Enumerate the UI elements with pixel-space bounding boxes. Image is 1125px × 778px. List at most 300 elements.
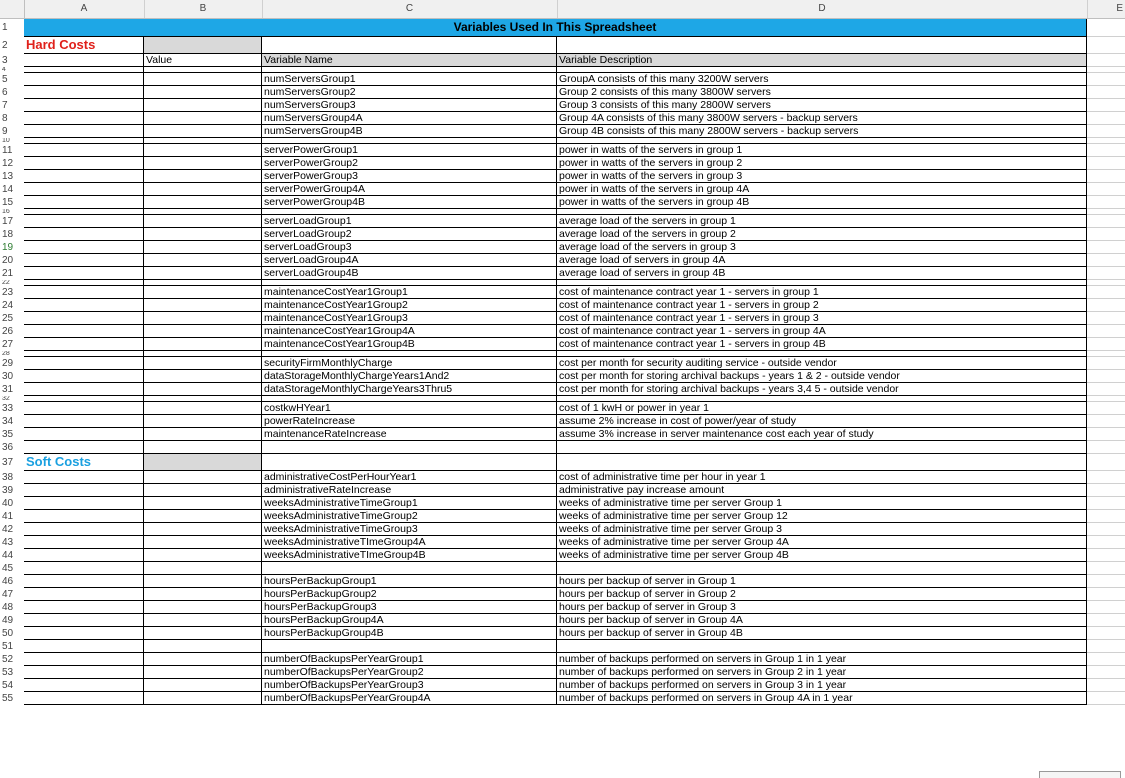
cell-variable-name[interactable]: serverPowerGroup4B: [262, 196, 557, 209]
cell-a[interactable]: [24, 112, 144, 125]
cell-variable-name[interactable]: administrativeCostPerHourYear1: [262, 471, 557, 484]
cell-e[interactable]: [1087, 510, 1125, 523]
header-variable-name[interactable]: Variable Name: [262, 54, 557, 67]
cell-a[interactable]: [24, 267, 144, 280]
row-number[interactable]: 20: [0, 254, 24, 267]
cell-a[interactable]: [24, 484, 144, 497]
cell-a[interactable]: [24, 157, 144, 170]
row-number[interactable]: 2: [0, 37, 24, 54]
cell-b[interactable]: [144, 640, 262, 653]
cell-b[interactable]: [144, 254, 262, 267]
cell-variable-name[interactable]: maintenanceCostYear1Group1: [262, 286, 557, 299]
cell-a[interactable]: [24, 183, 144, 196]
cell-b[interactable]: [144, 536, 262, 549]
cell-a[interactable]: [24, 73, 144, 86]
cell-variable-name[interactable]: maintenanceRateIncrease: [262, 428, 557, 441]
cell-variable-name[interactable]: serverPowerGroup1: [262, 144, 557, 157]
cell-a[interactable]: [24, 125, 144, 138]
cell-e[interactable]: [1087, 157, 1125, 170]
cell-a[interactable]: [24, 666, 144, 679]
row-number[interactable]: 6: [0, 86, 24, 99]
cell-e[interactable]: [1087, 299, 1125, 312]
cell-a[interactable]: [24, 497, 144, 510]
row-number[interactable]: 36: [0, 441, 24, 454]
cell-variable-name[interactable]: weeksAdministrativeTimeGroup2: [262, 510, 557, 523]
cell-variable-description[interactable]: average load of the servers in group 3: [557, 241, 1087, 254]
row-number[interactable]: 29: [0, 357, 24, 370]
row-number[interactable]: 35: [0, 428, 24, 441]
row-number[interactable]: 23: [0, 286, 24, 299]
cell-a[interactable]: [24, 536, 144, 549]
section-soft-costs[interactable]: Soft Costs: [24, 454, 144, 471]
cell-b[interactable]: [144, 125, 262, 138]
cell-a[interactable]: [24, 99, 144, 112]
cell-b[interactable]: [144, 383, 262, 396]
cell-a[interactable]: [24, 523, 144, 536]
cell-e[interactable]: [1087, 196, 1125, 209]
cell-variable-name[interactable]: numServersGroup4B: [262, 125, 557, 138]
cell-a[interactable]: [24, 338, 144, 351]
row-number[interactable]: 43: [0, 536, 24, 549]
cell-e[interactable]: [1087, 614, 1125, 627]
cell-a[interactable]: [24, 640, 144, 653]
cell-variable-name[interactable]: numServersGroup4A: [262, 112, 557, 125]
row-number[interactable]: 15: [0, 196, 24, 209]
cell-b[interactable]: [144, 549, 262, 562]
cell-a[interactable]: [24, 441, 144, 454]
cell-a[interactable]: [24, 241, 144, 254]
cell-a[interactable]: [24, 428, 144, 441]
cell-b[interactable]: [144, 666, 262, 679]
cell-e[interactable]: [1087, 86, 1125, 99]
cell-variable-name[interactable]: hoursPerBackupGroup4A: [262, 614, 557, 627]
cell-b[interactable]: [144, 170, 262, 183]
cell-b[interactable]: [144, 228, 262, 241]
cell-a[interactable]: [24, 601, 144, 614]
cell-variable-description[interactable]: power in watts of the servers in group 4B: [557, 196, 1087, 209]
select-all-corner[interactable]: [0, 0, 25, 18]
cell-variable-description[interactable]: cost of administrative time per hour in year 1: [557, 471, 1087, 484]
cell-variable-description[interactable]: Group 4A consists of this many 3800W servers - backup servers: [557, 112, 1087, 125]
cell-b[interactable]: [144, 588, 262, 601]
cell-e[interactable]: [1087, 144, 1125, 157]
cell-variable-name[interactable]: numberOfBackupsPerYearGroup2: [262, 666, 557, 679]
cell-variable-description[interactable]: number of backups performed on servers in Group 2 in 1 year: [557, 666, 1087, 679]
cell-variable-description[interactable]: cost of maintenance contract year 1 - servers in group 1: [557, 286, 1087, 299]
cell-e[interactable]: [1087, 170, 1125, 183]
cell-variable-description[interactable]: average load of servers in group 4B: [557, 267, 1087, 280]
cell-a[interactable]: [24, 692, 144, 705]
cell-a[interactable]: [24, 614, 144, 627]
cell-e[interactable]: [1087, 254, 1125, 267]
cell-variable-description[interactable]: power in watts of the servers in group 1: [557, 144, 1087, 157]
cell-a[interactable]: [24, 627, 144, 640]
cell-b[interactable]: [144, 144, 262, 157]
row-number[interactable]: 18: [0, 228, 24, 241]
cell-variable-name[interactable]: [262, 562, 557, 575]
cell-e[interactable]: [1087, 383, 1125, 396]
cell-b[interactable]: [144, 653, 262, 666]
cell-variable-name[interactable]: hoursPerBackupGroup4B: [262, 627, 557, 640]
cell-variable-description[interactable]: [557, 441, 1087, 454]
cell-b[interactable]: [144, 241, 262, 254]
cell-a[interactable]: [24, 196, 144, 209]
row-number[interactable]: 51: [0, 640, 24, 653]
cell-a[interactable]: [24, 312, 144, 325]
cell-variable-name[interactable]: dataStorageMonthlyChargeYears1And2: [262, 370, 557, 383]
cell-e[interactable]: [1087, 73, 1125, 86]
cell-variable-description[interactable]: hours per backup of server in Group 4A: [557, 614, 1087, 627]
cell-variable-name[interactable]: [262, 640, 557, 653]
column-header-d[interactable]: D: [557, 0, 1088, 18]
cell-b[interactable]: [144, 428, 262, 441]
cell-variable-description[interactable]: weeks of administrative time per server Group 1: [557, 497, 1087, 510]
cell-b[interactable]: [144, 627, 262, 640]
cell-variable-description[interactable]: assume 2% increase in cost of power/year of study: [557, 415, 1087, 428]
cell-e[interactable]: [1087, 183, 1125, 196]
cell-e[interactable]: [1087, 19, 1125, 37]
cell-e[interactable]: [1087, 112, 1125, 125]
cell-variable-name[interactable]: serverLoadGroup1: [262, 215, 557, 228]
row-number[interactable]: 42: [0, 523, 24, 536]
cell-variable-name[interactable]: numberOfBackupsPerYearGroup4A: [262, 692, 557, 705]
cell-variable-description[interactable]: cost of maintenance contract year 1 - servers in group 4A: [557, 325, 1087, 338]
cell-variable-description[interactable]: weeks of administrative time per server Group 3: [557, 523, 1087, 536]
row-number[interactable]: 53: [0, 666, 24, 679]
cell-variable-name[interactable]: weeksAdministrativeTImeGroup4B: [262, 549, 557, 562]
horizontal-scrollbar-thumb[interactable]: [1039, 771, 1121, 778]
cell-variable-name[interactable]: hoursPerBackupGroup1: [262, 575, 557, 588]
cell-variable-description[interactable]: cost of maintenance contract year 1 - servers in group 3: [557, 312, 1087, 325]
cell-b[interactable]: [144, 454, 262, 471]
cell-b[interactable]: [144, 286, 262, 299]
cell-variable-name[interactable]: numberOfBackupsPerYearGroup3: [262, 679, 557, 692]
row-number[interactable]: 16: [0, 209, 24, 215]
cell-a[interactable]: [24, 370, 144, 383]
cell-b[interactable]: [144, 183, 262, 196]
cell-b[interactable]: [144, 562, 262, 575]
cell-variable-name[interactable]: numServersGroup1: [262, 73, 557, 86]
cell-variable-description[interactable]: hours per backup of server in Group 2: [557, 588, 1087, 601]
cell-a[interactable]: [24, 144, 144, 157]
cell-e[interactable]: [1087, 471, 1125, 484]
cell-b[interactable]: [144, 338, 262, 351]
cell-b[interactable]: [144, 112, 262, 125]
row-number[interactable]: 5: [0, 73, 24, 86]
cell-variable-description[interactable]: cost of maintenance contract year 1 - servers in group 4B: [557, 338, 1087, 351]
cell-variable-description[interactable]: number of backups performed on servers in Group 4A in 1 year: [557, 692, 1087, 705]
row-number[interactable]: 44: [0, 549, 24, 562]
cell-variable-name[interactable]: administrativeRateIncrease: [262, 484, 557, 497]
header-value[interactable]: Value: [144, 54, 262, 67]
cell-variable-name[interactable]: maintenanceCostYear1Group3: [262, 312, 557, 325]
cell-b[interactable]: [144, 370, 262, 383]
cell-variable-name[interactable]: dataStorageMonthlyChargeYears3Thru5: [262, 383, 557, 396]
cell-b[interactable]: [144, 312, 262, 325]
cell-e[interactable]: [1087, 99, 1125, 112]
cell-b[interactable]: [144, 402, 262, 415]
cell-e[interactable]: [1087, 484, 1125, 497]
cell-a[interactable]: [24, 325, 144, 338]
row-number[interactable]: 32: [0, 396, 24, 402]
cell-a[interactable]: [24, 575, 144, 588]
cell-a[interactable]: [24, 383, 144, 396]
cell-e[interactable]: [1087, 228, 1125, 241]
cell-variable-name[interactable]: weeksAdministrativeTimeGroup1: [262, 497, 557, 510]
cell-e[interactable]: [1087, 415, 1125, 428]
cell-a[interactable]: [24, 286, 144, 299]
cell-variable-description[interactable]: cost per month for security auditing service - outside vendor: [557, 357, 1087, 370]
cell-variable-description[interactable]: hours per backup of server in Group 1: [557, 575, 1087, 588]
cell-variable-description[interactable]: cost of 1 kwH or power in year 1: [557, 402, 1087, 415]
cell-e[interactable]: [1087, 267, 1125, 280]
cell-a[interactable]: [24, 562, 144, 575]
row-number[interactable]: 30: [0, 370, 24, 383]
row-number[interactable]: 28: [0, 351, 24, 357]
cell-e[interactable]: [1087, 523, 1125, 536]
cell-b[interactable]: [144, 601, 262, 614]
cell-e[interactable]: [1087, 653, 1125, 666]
cell-e[interactable]: [1087, 441, 1125, 454]
row-number[interactable]: 17: [0, 215, 24, 228]
cell-b[interactable]: [144, 415, 262, 428]
cell-variable-name[interactable]: securityFirmMonthlyCharge: [262, 357, 557, 370]
cell-variable-name[interactable]: numberOfBackupsPerYearGroup1: [262, 653, 557, 666]
cell-e[interactable]: [1087, 125, 1125, 138]
row-number[interactable]: 47: [0, 588, 24, 601]
cell-a[interactable]: [24, 54, 144, 67]
row-number[interactable]: 1: [0, 19, 24, 37]
row-number[interactable]: 45: [0, 562, 24, 575]
cell-variable-name[interactable]: [262, 441, 557, 454]
cell-a[interactable]: [24, 549, 144, 562]
cell-b[interactable]: [144, 497, 262, 510]
section-hard-costs[interactable]: Hard Costs: [24, 37, 144, 54]
cell-e[interactable]: [1087, 497, 1125, 510]
cell-a[interactable]: [24, 215, 144, 228]
column-header-a[interactable]: A: [24, 0, 145, 18]
row-number[interactable]: 10: [0, 138, 24, 144]
row-number[interactable]: 54: [0, 679, 24, 692]
row-number[interactable]: 52: [0, 653, 24, 666]
cell-variable-description[interactable]: [557, 640, 1087, 653]
cell-e[interactable]: [1087, 562, 1125, 575]
cell-variable-description[interactable]: cost of maintenance contract year 1 - servers in group 2: [557, 299, 1087, 312]
cell-b[interactable]: [144, 86, 262, 99]
cell-a[interactable]: [24, 588, 144, 601]
cell-a[interactable]: [24, 86, 144, 99]
cell-e[interactable]: [1087, 428, 1125, 441]
row-number[interactable]: 46: [0, 575, 24, 588]
cell-e[interactable]: [1087, 588, 1125, 601]
cell-variable-description[interactable]: [557, 37, 1087, 54]
row-number[interactable]: 48: [0, 601, 24, 614]
row-number[interactable]: 31: [0, 383, 24, 396]
cell-b[interactable]: [144, 357, 262, 370]
row-number[interactable]: 37: [0, 454, 24, 471]
row-number[interactable]: 4: [0, 67, 24, 73]
cell-e[interactable]: [1087, 627, 1125, 640]
row-number[interactable]: 33: [0, 402, 24, 415]
cell-variable-description[interactable]: average load of servers in group 4A: [557, 254, 1087, 267]
cell-e[interactable]: [1087, 549, 1125, 562]
cell-variable-name[interactable]: serverPowerGroup2: [262, 157, 557, 170]
cell-variable-name[interactable]: maintenanceCostYear1Group4A: [262, 325, 557, 338]
cell-e[interactable]: [1087, 325, 1125, 338]
cell-b[interactable]: [144, 73, 262, 86]
row-number[interactable]: 41: [0, 510, 24, 523]
cell-b[interactable]: [144, 523, 262, 536]
cell-variable-name[interactable]: weeksAdministrativeTImeGroup4A: [262, 536, 557, 549]
column-header-b[interactable]: B: [144, 0, 263, 18]
cell-a[interactable]: [24, 299, 144, 312]
cell-variable-description[interactable]: power in watts of the servers in group 3: [557, 170, 1087, 183]
cell-variable-description[interactable]: average load of the servers in group 2: [557, 228, 1087, 241]
cell-variable-description[interactable]: power in watts of the servers in group 2: [557, 157, 1087, 170]
cell-variable-name[interactable]: serverPowerGroup4A: [262, 183, 557, 196]
cell-variable-description[interactable]: cost per month for storing archival backups - years 3,4 5 - outside vendor: [557, 383, 1087, 396]
row-number[interactable]: 3: [0, 54, 24, 67]
cell-e[interactable]: [1087, 54, 1125, 67]
cell-a[interactable]: [24, 357, 144, 370]
cell-b[interactable]: [144, 441, 262, 454]
cell-variable-name[interactable]: serverPowerGroup3: [262, 170, 557, 183]
cell-variable-name[interactable]: [262, 454, 557, 471]
row-number[interactable]: 12: [0, 157, 24, 170]
row-number[interactable]: 49: [0, 614, 24, 627]
cell-variable-description[interactable]: hours per backup of server in Group 3: [557, 601, 1087, 614]
cell-e[interactable]: [1087, 286, 1125, 299]
cell-variable-description[interactable]: weeks of administrative time per server Group 12: [557, 510, 1087, 523]
cell-variable-name[interactable]: costkwHYear1: [262, 402, 557, 415]
cell-a[interactable]: [24, 170, 144, 183]
cell-e[interactable]: [1087, 402, 1125, 415]
row-number[interactable]: 13: [0, 170, 24, 183]
cell-e[interactable]: [1087, 338, 1125, 351]
row-number[interactable]: 22: [0, 280, 24, 286]
cell-variable-description[interactable]: [557, 562, 1087, 575]
cell-e[interactable]: [1087, 536, 1125, 549]
column-header-e[interactable]: E: [1116, 3, 1123, 14]
cell-b[interactable]: [144, 510, 262, 523]
cell-b[interactable]: [144, 575, 262, 588]
cell-variable-name[interactable]: powerRateIncrease: [262, 415, 557, 428]
cell-variable-name[interactable]: serverLoadGroup4B: [262, 267, 557, 280]
header-variable-description[interactable]: Variable Description: [557, 54, 1087, 67]
cell-variable-description[interactable]: power in watts of the servers in group 4A: [557, 183, 1087, 196]
cell-a[interactable]: [24, 254, 144, 267]
cell-variable-name[interactable]: [262, 37, 557, 54]
cell-variable-name[interactable]: serverLoadGroup2: [262, 228, 557, 241]
cell-b[interactable]: [144, 471, 262, 484]
row-number[interactable]: 24: [0, 299, 24, 312]
cell-b[interactable]: [144, 484, 262, 497]
cell-variable-description[interactable]: Group 4B consists of this many 2800W servers - backup servers: [557, 125, 1087, 138]
cell-variable-name[interactable]: hoursPerBackupGroup3: [262, 601, 557, 614]
cell-a[interactable]: [24, 415, 144, 428]
row-number[interactable]: 27: [0, 338, 24, 351]
cell-variable-name[interactable]: numServersGroup3: [262, 99, 557, 112]
cell-b[interactable]: [144, 325, 262, 338]
cell-variable-description[interactable]: hours per backup of server in Group 4B: [557, 627, 1087, 640]
cell-variable-name[interactable]: serverLoadGroup4A: [262, 254, 557, 267]
row-number[interactable]: 19: [0, 241, 24, 254]
row-number[interactable]: 39: [0, 484, 24, 497]
cell-e[interactable]: [1087, 692, 1125, 705]
cell-variable-description[interactable]: Group 2 consists of this many 3800W servers: [557, 86, 1087, 99]
cell-b[interactable]: [144, 692, 262, 705]
cell-variable-description[interactable]: administrative pay increase amount: [557, 484, 1087, 497]
row-number[interactable]: 11: [0, 144, 24, 157]
cell-variable-description[interactable]: weeks of administrative time per server Group 4A: [557, 536, 1087, 549]
row-number[interactable]: 26: [0, 325, 24, 338]
row-number[interactable]: 50: [0, 627, 24, 640]
cell-b[interactable]: [144, 157, 262, 170]
cell-variable-name[interactable]: maintenanceCostYear1Group4B: [262, 338, 557, 351]
cell-variable-description[interactable]: [557, 454, 1087, 471]
cell-b[interactable]: [144, 679, 262, 692]
row-number[interactable]: 38: [0, 471, 24, 484]
cell-variable-description[interactable]: average load of the servers in group 1: [557, 215, 1087, 228]
row-number[interactable]: 21: [0, 267, 24, 280]
cell-a[interactable]: [24, 471, 144, 484]
row-number[interactable]: 55: [0, 692, 24, 705]
row-number[interactable]: 8: [0, 112, 24, 125]
cell-variable-description[interactable]: assume 3% increase in server maintenance cost each year of study: [557, 428, 1087, 441]
cell-a[interactable]: [24, 653, 144, 666]
row-number[interactable]: 9: [0, 125, 24, 138]
cell-variable-name[interactable]: weeksAdministrativeTimeGroup3: [262, 523, 557, 536]
row-number[interactable]: 25: [0, 312, 24, 325]
cell-e[interactable]: [1087, 312, 1125, 325]
cell-variable-description[interactable]: cost per month for storing archival backups - years 1 & 2 - outside vendor: [557, 370, 1087, 383]
cell-e[interactable]: [1087, 215, 1125, 228]
cell-b[interactable]: [144, 196, 262, 209]
column-header-c[interactable]: C: [262, 0, 558, 18]
cell-variable-name[interactable]: serverLoadGroup3: [262, 241, 557, 254]
cell-e[interactable]: [1087, 37, 1125, 54]
cell-e[interactable]: [1087, 679, 1125, 692]
cell-e[interactable]: [1087, 370, 1125, 383]
cell-a[interactable]: [24, 402, 144, 415]
cell-e[interactable]: [1087, 357, 1125, 370]
cell-b[interactable]: [144, 614, 262, 627]
cell-variable-name[interactable]: maintenanceCostYear1Group2: [262, 299, 557, 312]
cell-e[interactable]: [1087, 640, 1125, 653]
cell-variable-name[interactable]: numServersGroup2: [262, 86, 557, 99]
cell-e[interactable]: [1087, 666, 1125, 679]
cell-variable-description[interactable]: GroupA consists of this many 3200W servers: [557, 73, 1087, 86]
cell-a[interactable]: [24, 679, 144, 692]
cell-e[interactable]: [1087, 601, 1125, 614]
row-number[interactable]: 7: [0, 99, 24, 112]
cell-a[interactable]: [24, 228, 144, 241]
cell-b[interactable]: [144, 37, 262, 54]
cell-variable-description[interactable]: Group 3 consists of this many 2800W servers: [557, 99, 1087, 112]
cell-e[interactable]: [1087, 454, 1125, 471]
cell-variable-name[interactable]: hoursPerBackupGroup2: [262, 588, 557, 601]
cell-e[interactable]: [1087, 241, 1125, 254]
cell-a[interactable]: [24, 510, 144, 523]
row-number[interactable]: 14: [0, 183, 24, 196]
row-number[interactable]: 34: [0, 415, 24, 428]
row-number[interactable]: 40: [0, 497, 24, 510]
cell-b[interactable]: [144, 99, 262, 112]
cell-e[interactable]: [1087, 575, 1125, 588]
cell-variable-description[interactable]: number of backups performed on servers in Group 1 in 1 year: [557, 653, 1087, 666]
cell-variable-description[interactable]: number of backups performed on servers in Group 3 in 1 year: [557, 679, 1087, 692]
cell-variable-description[interactable]: weeks of administrative time per server Group 4B: [557, 549, 1087, 562]
